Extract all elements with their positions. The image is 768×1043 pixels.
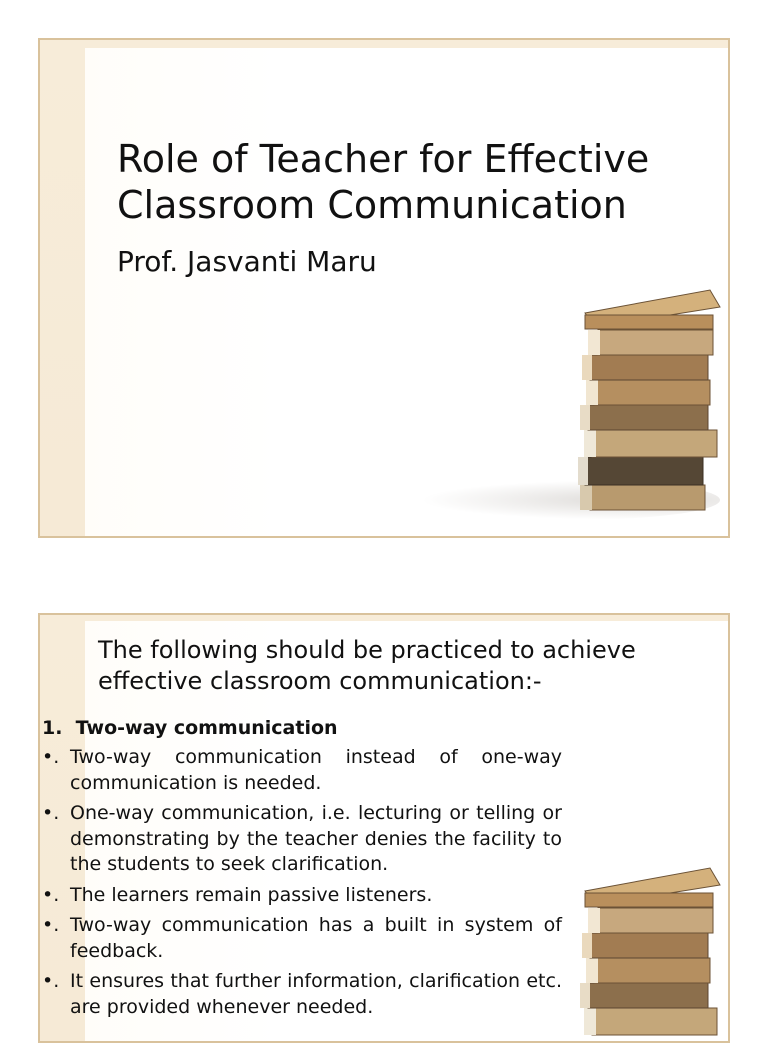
- book: [582, 933, 708, 958]
- content-slide: [38, 613, 730, 1043]
- list-item: [42, 969, 562, 1020]
- bullet-text: The learners remain passive listeners.: [70, 883, 433, 906]
- book: [585, 290, 720, 329]
- book: [578, 457, 703, 485]
- book: [582, 355, 708, 380]
- bullet-text: One-way communication, i.e. lecturing or telling or demonstrating by the teacher denies the facility to the students to seek clarification.: [70, 802, 562, 875]
- list-item: [42, 745, 562, 796]
- book: [584, 430, 717, 457]
- bullet-marker: •.: [42, 883, 60, 906]
- section-heading: 1. Two-way communication: [42, 717, 338, 739]
- book: [580, 405, 708, 430]
- bullet-marker: •.: [42, 970, 60, 992]
- list-item: [42, 883, 562, 909]
- books-stack-image: [570, 285, 730, 525]
- book: [586, 380, 710, 405]
- title-slide: [38, 38, 730, 538]
- slide-subtitle: Prof. Jasvanti Maru: [117, 245, 377, 278]
- slide-intro-text: The following should be practiced to achieve effective classroom communication:-: [98, 636, 636, 695]
- book: [585, 868, 720, 907]
- book: [586, 958, 710, 983]
- list-item: [42, 801, 562, 878]
- book: [580, 983, 708, 1008]
- book: [580, 485, 705, 510]
- bullet-marker: •.: [42, 802, 60, 824]
- bullet-text: Two-way communication instead of one-way communication is needed.: [70, 746, 562, 794]
- book: [584, 1008, 717, 1035]
- bullet-list: [42, 745, 562, 1025]
- slide-title: Role of Teacher for Effective Classroom Communication: [117, 137, 650, 227]
- book: [588, 330, 713, 355]
- book: [588, 908, 713, 933]
- bullet-marker: •.: [42, 914, 60, 936]
- bullet-text: Two-way communication has a built in system of feedback.: [70, 914, 562, 962]
- bullet-text: It ensures that further information, clarification etc. are provided whenever needed.: [70, 970, 562, 1018]
- books-stack-image: [570, 863, 730, 1043]
- list-item: [42, 913, 562, 964]
- bullet-marker: •.: [42, 746, 60, 768]
